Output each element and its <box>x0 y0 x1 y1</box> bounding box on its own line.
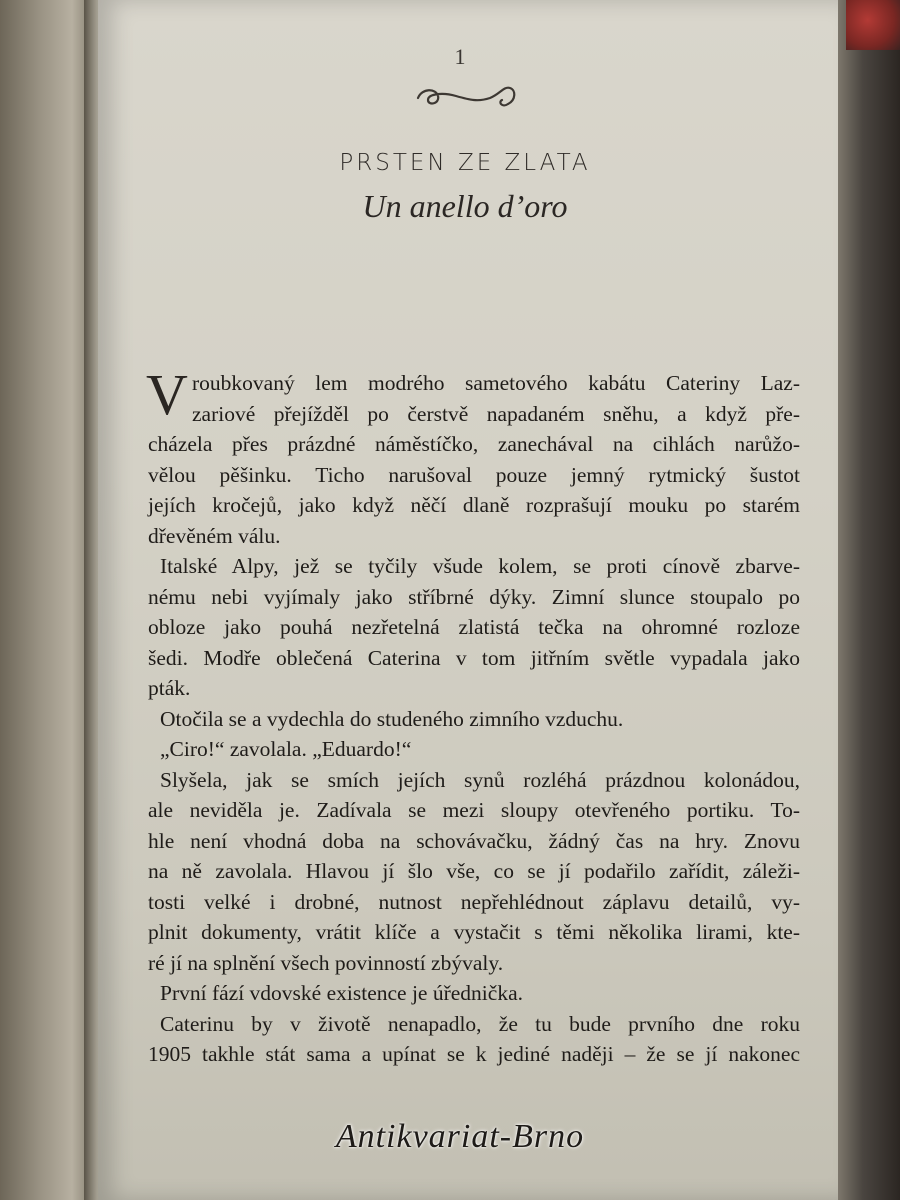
text-line: První fází vdovské existence je úřednička. <box>160 981 523 1005</box>
text-line: dřevěném válu. <box>148 523 281 548</box>
left-page-edge <box>0 0 90 1200</box>
chapter-text <box>146 362 800 1070</box>
text-line: Italské Alpy, jež se tyčily všude kolem, se proti cínově zbarve- <box>160 554 800 578</box>
text-line: „Ciro!“ zavolala. „Eduardo!“ <box>160 737 412 761</box>
text-line: cházela přes prázdné náměstíčko, zanechával na cihlách narůžo- <box>148 432 800 456</box>
text-line: vělou pěšinku. Ticho narušoval pouze jemný rytmický šustot <box>148 462 800 487</box>
text-line: šedi. Modře oblečená Caterina v tom jitřním světle vypadala jako <box>148 645 800 670</box>
text-line: Caterinu by v životě nenapadlo, že tu bude prvního dne roku <box>160 1011 800 1036</box>
red-cover-corner <box>846 0 900 50</box>
text-line: zariové přejížděl po čerstvě napadaném sněhu, a když pře- <box>192 401 800 426</box>
text-line: pták. <box>148 676 191 700</box>
text-line: na ně zavolala. Hlavou jí šlo vše, co se jí podařilo zařídit, záleži- <box>148 859 800 883</box>
text-line: roubkovaný lem modrého sametového kabátu Cateriny Laz- <box>192 371 800 395</box>
text-line: nému nebi vyjímaly jako stříbrné dýky. Zimní slunce stoupalo po <box>148 584 800 609</box>
flourish-ornament-icon <box>412 78 520 114</box>
chapter-title: PRSTEN ZE ZLATA <box>339 150 591 176</box>
chapter-number: 1 <box>454 44 466 69</box>
watermark: Antikvariat-Brno <box>335 1118 585 1155</box>
text-line: plnit dokumenty, vrátit klíče a vystačit s těmi několika lirami, kte- <box>148 920 800 944</box>
drop-cap: V <box>146 362 188 427</box>
text-line: Otočila se a vydechla do studeného zimního vzduchu. <box>160 706 624 731</box>
text-line: Slyšela, jak se smích jejích synů rozléhá prázdnou kolonádou, <box>160 767 800 792</box>
text-line: tosti velké i drobné, nutnost nepřehlédnout záplavu detailů, vy- <box>148 889 800 914</box>
text-line: hle není vhodná doba na schovávačku, žádný čas na hry. Znovu <box>148 828 800 853</box>
text-line: ale neviděla je. Zadívala se mezi sloupy otevřeného portiku. To- <box>148 798 800 822</box>
text-line: 1905 takhle stát sama a upínat se k jediné naději – že se jí nakonec <box>148 1042 800 1066</box>
chapter-subtitle: Un anello d’oro <box>362 188 568 224</box>
text-line: ré jí na splnění všech povinností zbývaly. <box>148 950 504 975</box>
text-line: jejích kročejů, jako když něčí dlaně rozprašují mouku po starém <box>148 493 800 517</box>
text-line: obloze jako pouhá nezřetelná zlatistá tečka na ohromné rozloze <box>148 615 800 639</box>
right-page-edge <box>838 0 900 1200</box>
